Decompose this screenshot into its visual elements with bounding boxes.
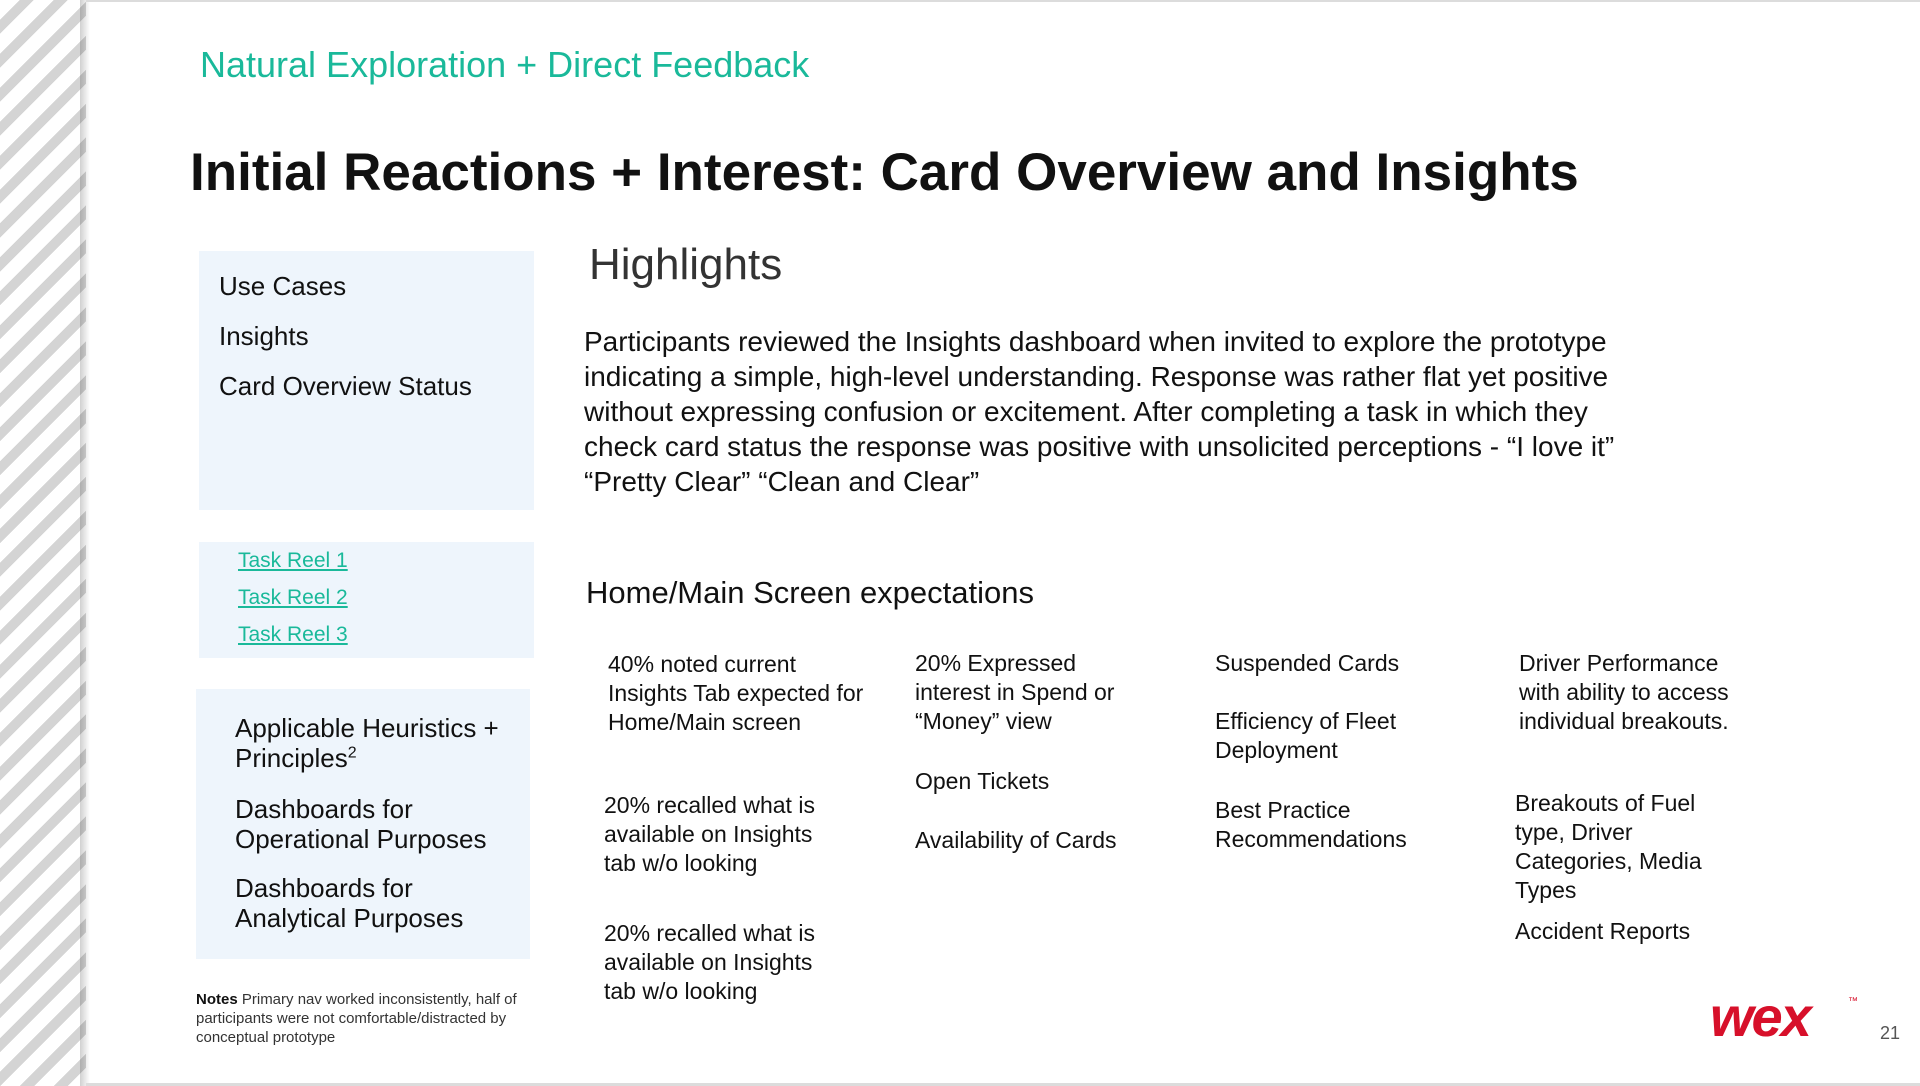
expectation-item: Efficiency of Fleet Deployment <box>1215 708 1397 763</box>
heuristic-line2: Operational Purposes <box>235 824 487 854</box>
use-cases-label: Use Cases <box>219 271 347 301</box>
task-reel-1-link[interactable]: Task Reel 1 <box>238 549 348 572</box>
expectations-heading: Home/Main Screen expectations <box>586 575 1035 610</box>
slide-subtitle: Natural Exploration + Direct Feedback <box>200 44 810 85</box>
heuristics-panel <box>196 689 530 959</box>
use-case-card-overview-status: Card Overview Status <box>219 371 472 401</box>
use-cases-panel <box>199 251 534 510</box>
expectation-item: Breakouts of Fuel type, Driver Categories, Media Types <box>1515 790 1702 903</box>
notes-label: Notes <box>196 991 238 1008</box>
notes <box>196 990 541 1047</box>
notes-text: Primary nav worked inconsistently, half of participants were not comfortable/distracted by conceptual prototype <box>196 991 517 1046</box>
expectation-item: Availability of Cards <box>915 827 1117 853</box>
heuristic-line1: Dashboards for <box>235 873 413 903</box>
footnote-marker: 2 <box>347 744 357 762</box>
expectation-item: Best Practice Recommendations <box>1215 797 1407 852</box>
heuristic-line2: Analytical Purposes <box>235 903 464 933</box>
task-reels-panel <box>199 542 534 658</box>
expectation-item: 20% Expressed interest in Spend or “Money” view <box>915 650 1115 734</box>
wex-logo <box>1710 988 1860 1048</box>
trademark-symbol: ™ <box>1848 996 1858 1007</box>
use-case-insights: Insights <box>219 321 309 351</box>
highlights-body: Participants reviewed the Insights dashboard when invited to explore the prototype indicating a simple, high-level understanding. Response was rather flat yet positive without expressing confusion or excitement. After completing a task in which they check card status the response was positive with unsolicited perceptions - “I love it” “Pretty Clear” “Clean and Clear” <box>584 326 1615 497</box>
expectation-item: Driver Performance with ability to access individual breakouts. <box>1519 650 1729 734</box>
heuristic-line1: Dashboards for <box>235 794 413 824</box>
stripe-shadow <box>80 0 90 1086</box>
top-border <box>86 0 1920 2</box>
page-number: 21 <box>1880 1023 1901 1043</box>
heuristic-analytical <box>235 873 463 933</box>
highlights-heading: Highlights <box>589 240 783 289</box>
expectation-item: 40% noted current Insights Tab expected for Home/Main screen <box>608 651 864 735</box>
expectation-item: Suspended Cards <box>1215 650 1400 676</box>
logo-text: WEX <box>1710 988 1810 1048</box>
expectation-item: Accident Reports <box>1515 918 1691 944</box>
expectation-item: 20% recalled what is available on Insights tab w/o looking <box>604 792 815 876</box>
task-reel-2-link[interactable]: Task Reel 2 <box>238 586 348 609</box>
heuristics-heading <box>235 713 499 773</box>
slide-title: Initial Reactions + Interest: Card Overview and Insights <box>190 143 1579 202</box>
decorative-stripes <box>0 0 86 1086</box>
expectation-item: Open Tickets <box>915 768 1050 794</box>
heuristics-heading-line2: Principles <box>235 743 348 773</box>
task-reel-3-link[interactable]: Task Reel 3 <box>238 623 348 646</box>
heuristics-heading-line1: Applicable Heuristics + <box>235 713 499 743</box>
expectation-item: 20% recalled what is available on Insights tab w/o looking <box>604 920 815 1004</box>
heuristic-operational <box>235 794 486 854</box>
